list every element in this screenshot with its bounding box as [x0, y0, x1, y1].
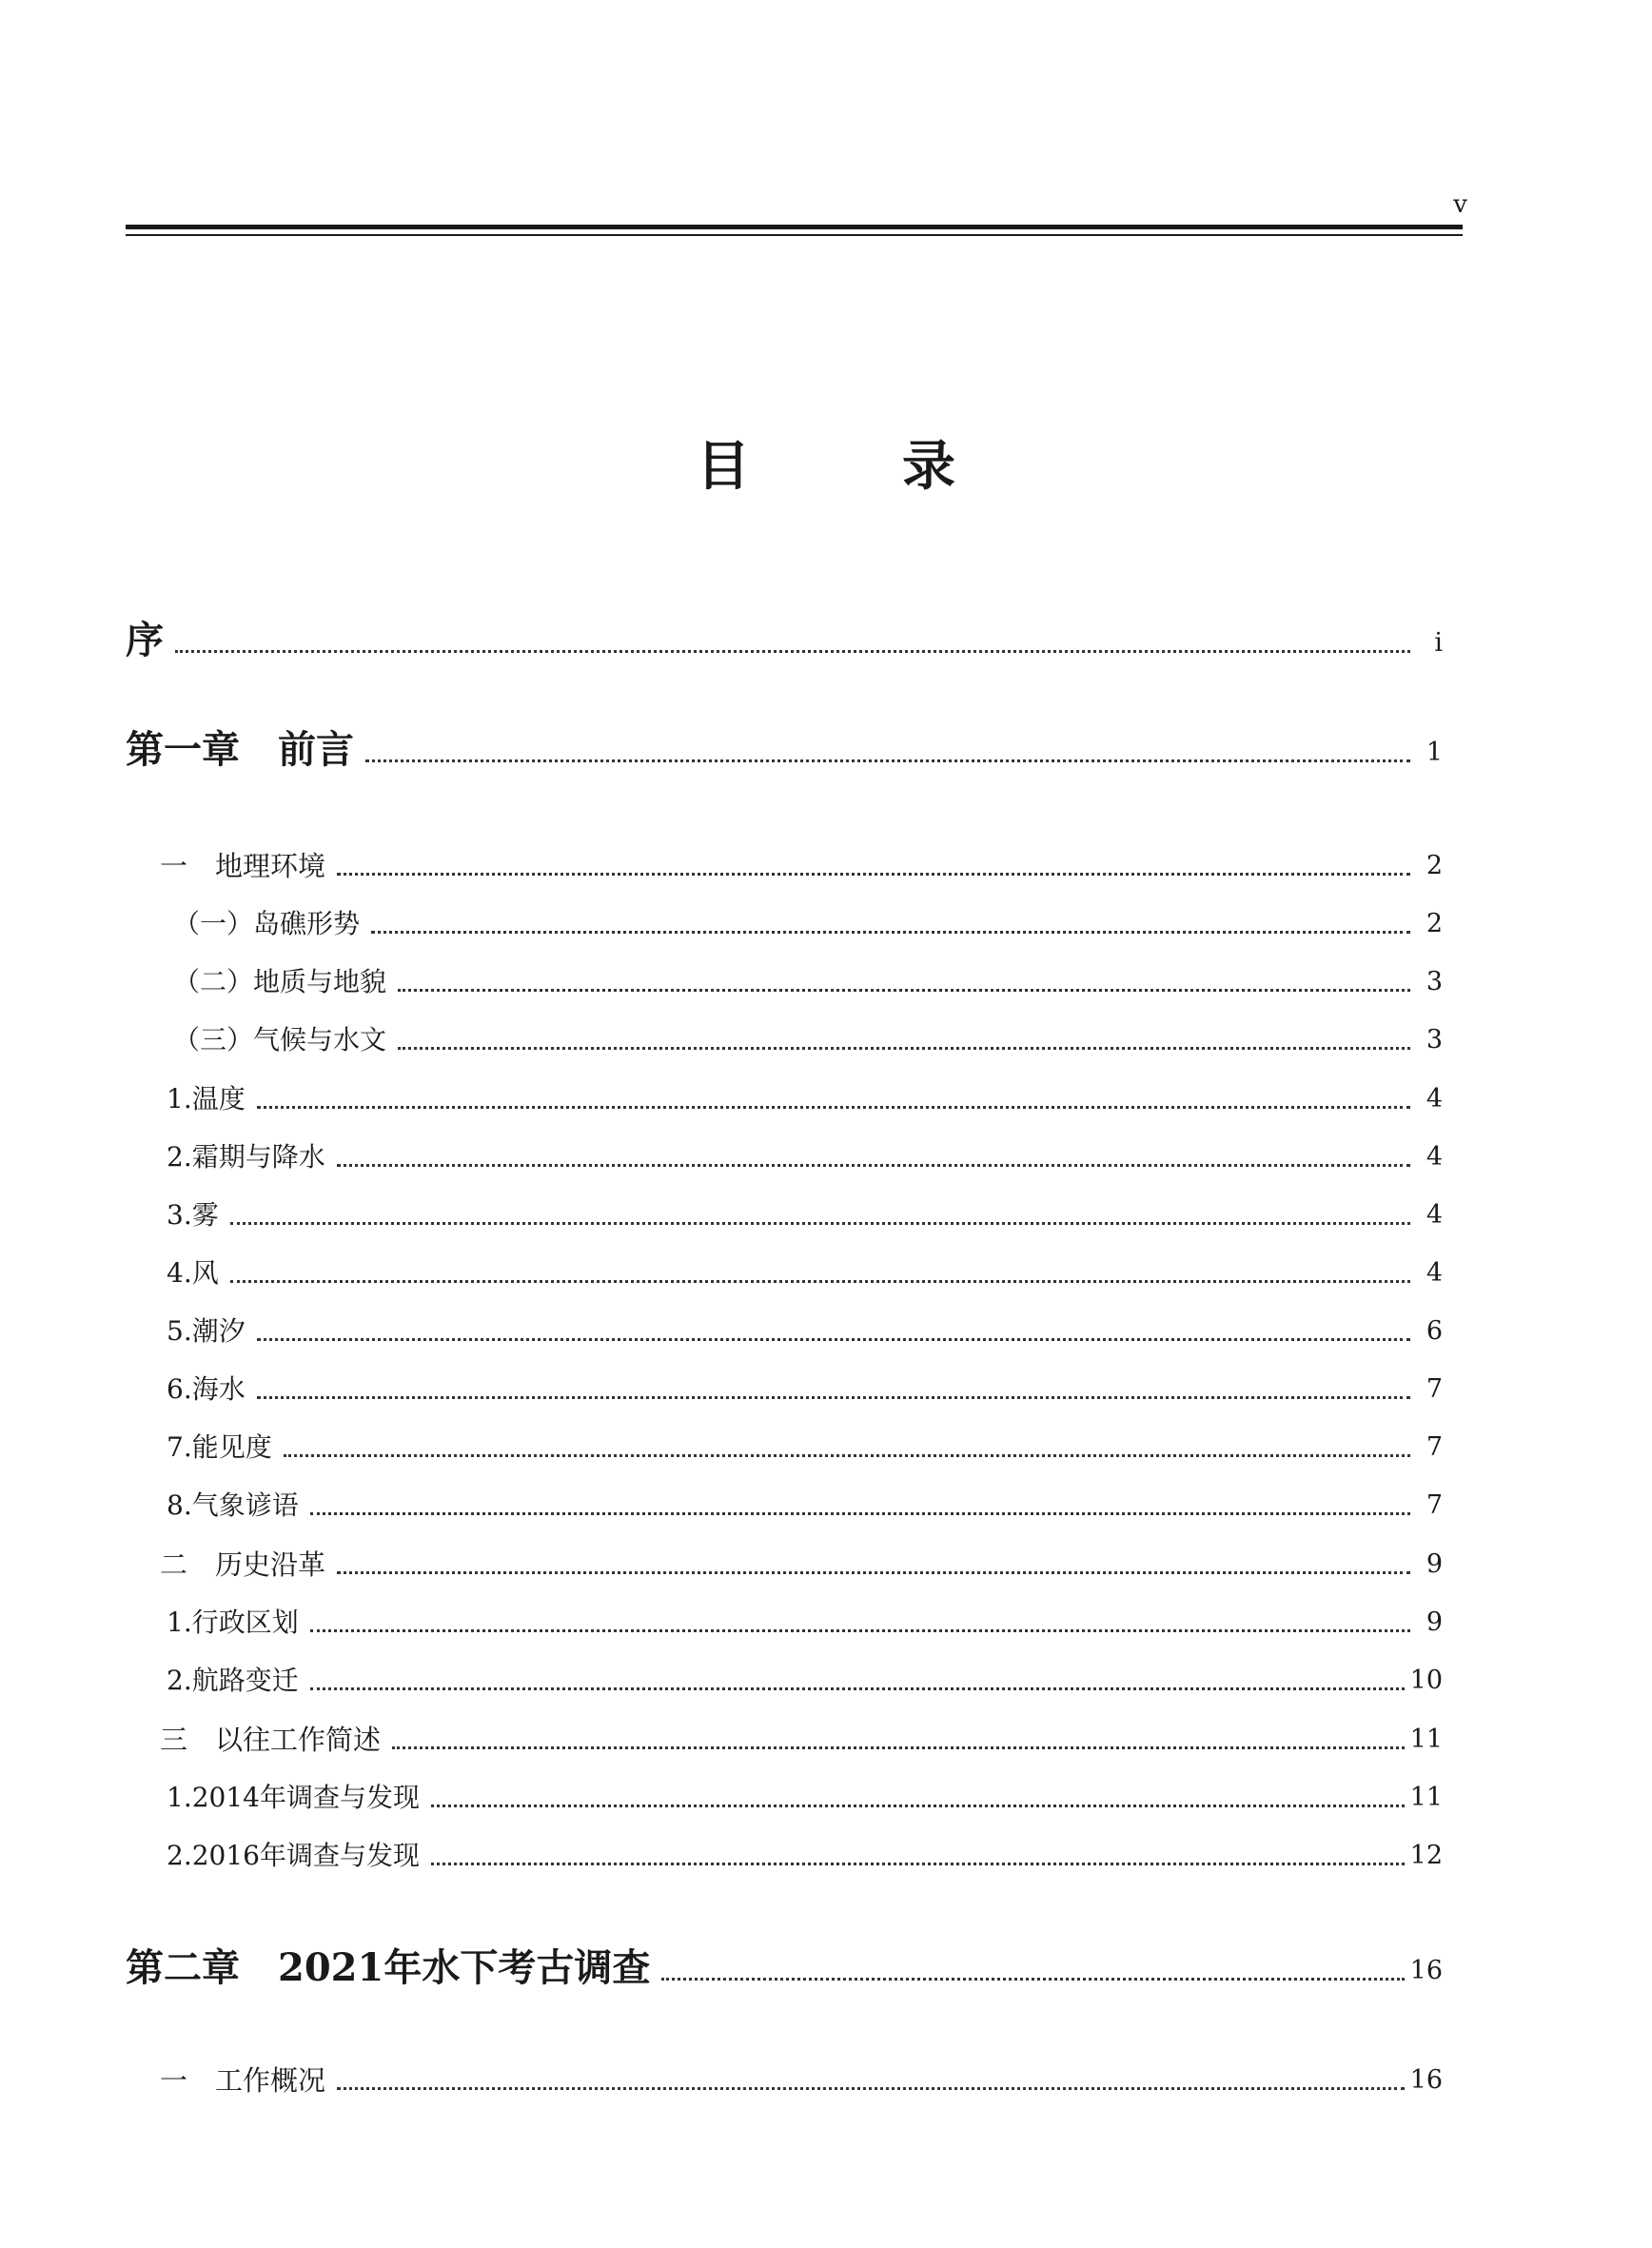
toc-entry-label: 1.行政区划: [167, 1607, 299, 1638]
toc-entry-label: 5.潮汐: [167, 1315, 246, 1347]
toc-entry-label: 1.温度: [167, 1083, 246, 1114]
page-number: v: [1453, 190, 1467, 219]
toc-entry-subsection[interactable]: [173, 899, 1443, 943]
toc-entry-section[interactable]: [160, 1715, 1443, 1759]
toc-entry-page: 4: [1426, 1142, 1443, 1172]
dot-leader: [431, 1804, 1405, 1807]
dot-leader: [661, 1978, 1404, 1981]
dot-leader: [398, 1047, 1410, 1050]
toc-entry-page: 4: [1426, 1200, 1443, 1230]
dot-leader: [337, 1571, 1410, 1574]
toc-entry-label: 二 历史沿革: [160, 1548, 326, 1581]
toc-entry-preface[interactable]: [126, 619, 1443, 662]
toc-entry-label: 1.2014年调查与发现: [167, 1782, 420, 1813]
toc-entry-page: 9: [1426, 1549, 1443, 1579]
toc-entry-page: 2: [1426, 909, 1443, 938]
dot-leader: [257, 1106, 1410, 1109]
toc-entry-chapter-1[interactable]: [126, 728, 1443, 772]
dot-leader: [398, 989, 1410, 992]
toc-entry-page: 11: [1409, 1725, 1443, 1754]
toc-entry-subsection[interactable]: [173, 957, 1443, 1001]
toc-entry-label: （三）气候与水文: [173, 1024, 387, 1055]
toc-entry-item[interactable]: [167, 1773, 1443, 1817]
toc-entry-page: 2: [1426, 851, 1443, 880]
dot-leader: [337, 1164, 1410, 1167]
toc-entry-section[interactable]: [160, 1540, 1443, 1584]
toc-entry-page: 11: [1409, 1783, 1443, 1812]
toc-entry-subsection[interactable]: [173, 1016, 1443, 1059]
dot-leader: [310, 1512, 1410, 1515]
toc-entry-item[interactable]: [167, 1598, 1443, 1642]
toc-entry-label: 第二章 2021年水下考古调查: [126, 1945, 651, 1990]
toc-entry-page: 9: [1426, 1607, 1443, 1637]
toc-entry-chapter-2[interactable]: [126, 1946, 1443, 1990]
toc-entry-page: 4: [1426, 1084, 1443, 1114]
toc-entry-label: 7.能见度: [167, 1431, 272, 1463]
toc-entry-page: 16: [1409, 2065, 1443, 2095]
toc-entry-item[interactable]: [167, 1249, 1443, 1292]
toc-entry-label: 2.霜期与降水: [167, 1141, 325, 1173]
dot-leader: [371, 931, 1410, 934]
toc-entry-page: i: [1434, 628, 1443, 658]
toc-entry-item[interactable]: [167, 1075, 1443, 1118]
dot-leader: [257, 1396, 1410, 1399]
dot-leader: [337, 2087, 1405, 2090]
toc-title: 目 录: [697, 435, 1005, 498]
toc-entry-page: 16: [1409, 1956, 1443, 1985]
toc-entry-label: 4.风: [167, 1257, 219, 1289]
toc-entry-page: 6: [1426, 1316, 1443, 1346]
toc-entry-page: 12: [1409, 1841, 1443, 1870]
toc-entry-section[interactable]: [160, 2056, 1443, 2100]
dot-leader: [337, 873, 1410, 876]
toc-entry-item[interactable]: [167, 1481, 1443, 1525]
toc-entry-item[interactable]: [167, 1307, 1443, 1351]
toc-entry-label: 8.气象谚语: [167, 1489, 299, 1521]
toc-entry-page: 3: [1426, 967, 1443, 996]
toc-entry-page: 10: [1409, 1666, 1443, 1695]
toc-entry-page: 3: [1426, 1025, 1443, 1055]
toc-entry-label: 6.海水: [167, 1373, 246, 1405]
toc-entry-page: 1: [1426, 738, 1443, 767]
toc-entry-label: 2.航路变迁: [167, 1665, 299, 1696]
toc-entry-label: （一）岛礁形势: [173, 908, 361, 939]
toc-entry-item[interactable]: [167, 1133, 1443, 1176]
toc-entry-label: 三 以往工作简述: [160, 1724, 382, 1756]
dot-leader: [175, 650, 1410, 653]
dot-leader: [257, 1338, 1410, 1341]
dot-leader: [392, 1746, 1405, 1749]
toc-entry-item[interactable]: [167, 1365, 1443, 1409]
toc-entry-item[interactable]: [167, 1191, 1443, 1234]
toc-entry-label: 序: [126, 618, 164, 662]
toc-entry-item[interactable]: [167, 1423, 1443, 1467]
toc-entry-page: 4: [1426, 1258, 1443, 1288]
toc-entry-page: 7: [1426, 1490, 1443, 1520]
toc-entry-label: 一 地理环境: [160, 850, 326, 882]
toc-entry-label: （二）地质与地貌: [173, 966, 387, 997]
dot-leader: [310, 1687, 1405, 1690]
toc-entry-label: 2.2016年调查与发现: [167, 1840, 420, 1871]
toc-entry-page: 7: [1426, 1432, 1443, 1462]
dot-leader: [230, 1222, 1410, 1225]
toc-entry-label: 3.雾: [167, 1199, 219, 1231]
dot-leader: [284, 1454, 1410, 1457]
toc-entry-section[interactable]: [160, 841, 1443, 885]
toc-entry-page: 7: [1426, 1374, 1443, 1404]
dot-leader: [431, 1863, 1405, 1865]
dot-leader: [310, 1629, 1410, 1632]
toc-entry-item[interactable]: [167, 1656, 1443, 1700]
toc-entry-label: 一 工作概况: [160, 2064, 326, 2097]
toc-entry-item[interactable]: [167, 1831, 1443, 1875]
dot-leader: [230, 1280, 1410, 1283]
toc-entry-label: 第一章 前言: [126, 727, 354, 772]
dot-leader: [365, 759, 1410, 762]
